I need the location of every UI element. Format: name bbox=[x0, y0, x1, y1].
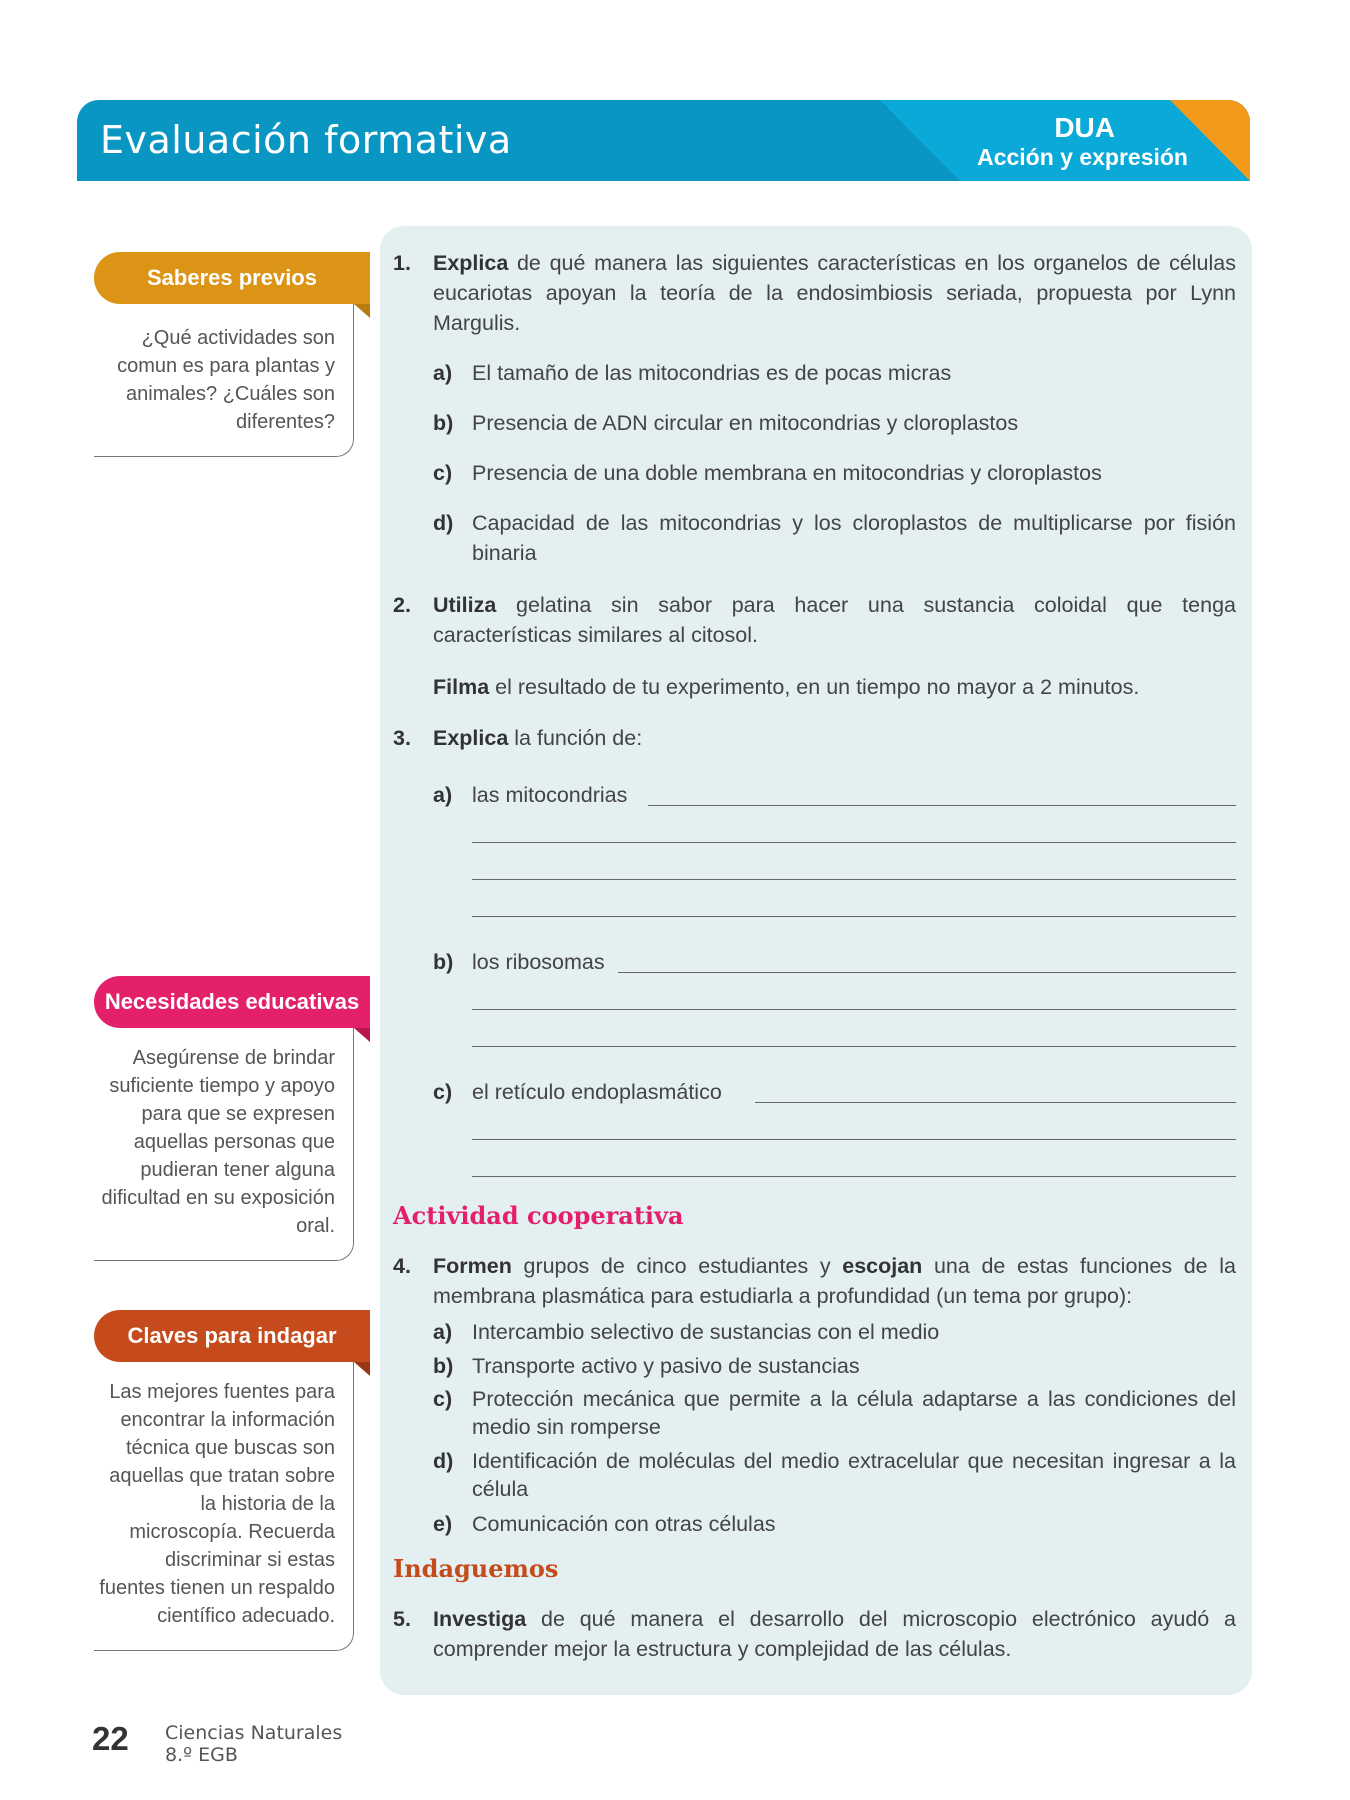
page-number: 22 bbox=[92, 1720, 129, 1757]
answer-line[interactable] bbox=[472, 1176, 1236, 1177]
item-text: los ribosomas bbox=[472, 950, 605, 974]
sidebar-necesidades-educativas bbox=[94, 976, 370, 1261]
question-verb: Explica bbox=[433, 726, 509, 750]
footer-grade: 8.º EGB bbox=[165, 1744, 238, 1766]
question-text: grupos de cinco estudiantes y bbox=[511, 1254, 843, 1278]
item-letter: a) bbox=[433, 783, 453, 807]
question-number: 3. bbox=[393, 726, 411, 750]
saberes-previos-tag: Saberes previos bbox=[94, 252, 370, 304]
sidebar-claves-para-indagar bbox=[94, 1310, 370, 1651]
question-text: de qué manera el desarrollo del microscopio electrónico ayudó a comprender mejor la estructura y complejidad de las células. bbox=[433, 1607, 1236, 1661]
q4-item-d bbox=[433, 1447, 1236, 1503]
item-letter: d) bbox=[433, 511, 454, 535]
header-band bbox=[77, 100, 1250, 181]
answer-line[interactable] bbox=[472, 1139, 1236, 1140]
claves-para-indagar-text: Las mejores fuentes para encontrar la información técnica que buscas son aquellas que tratan sobre la historia de la microscopía. Recuerda discriminar si estas fuentes tienen un respaldo científico adecuado. bbox=[94, 1362, 354, 1651]
question-verb: Filma bbox=[433, 675, 490, 699]
question-text: el resultado de tu experimento, en un tiempo no mayor a 2 minutos. bbox=[489, 675, 1140, 699]
saberes-previos-text: ¿Qué actividades son comun es para plantas y animales? ¿Cuáles son diferentes? bbox=[94, 304, 354, 457]
question-text: gelatina sin sabor para hacer una sustancia coloidal que tenga características similares al citosol. bbox=[433, 593, 1236, 647]
question-verb: Formen bbox=[433, 1254, 512, 1278]
item-letter: c) bbox=[433, 461, 453, 485]
question-number: 1. bbox=[393, 251, 411, 275]
answer-line[interactable] bbox=[755, 1102, 1236, 1103]
q4-item-e bbox=[433, 1509, 1236, 1539]
item-text: Protección mecánica que permite a la célula adaptarse a las condiciones del medio sin romperse bbox=[472, 1387, 1236, 1439]
item-letter: a) bbox=[433, 361, 453, 385]
item-letter: b) bbox=[433, 950, 454, 974]
page-title: Evaluación formativa bbox=[100, 118, 512, 162]
necesidades-educativas-tag: Necesidades educativas bbox=[94, 976, 370, 1028]
question-2-followup bbox=[393, 672, 1236, 702]
item-text: el retículo endoplasmático bbox=[472, 1080, 722, 1104]
dua-subtitle: Acción y expresión bbox=[977, 144, 1188, 170]
section-actividad-cooperativa: Actividad cooperativa bbox=[393, 1201, 684, 1230]
dua-label: DUA bbox=[1054, 112, 1115, 143]
item-text: Capacidad de las mitocondrias y los cloroplastos de multiplicarse por fisión binaria bbox=[472, 511, 1236, 565]
claves-para-indagar-tag: Claves para indagar bbox=[94, 1310, 370, 1362]
q1-item-a bbox=[433, 358, 1236, 388]
answer-line[interactable] bbox=[472, 1009, 1236, 1010]
answer-line[interactable] bbox=[472, 879, 1236, 880]
item-letter: c) bbox=[433, 1080, 453, 1104]
question-2 bbox=[393, 590, 1236, 650]
q1-item-d bbox=[433, 508, 1236, 568]
answer-line[interactable] bbox=[648, 805, 1236, 806]
item-letter: a) bbox=[433, 1320, 453, 1344]
item-letter: c) bbox=[433, 1387, 453, 1411]
item-text: Transporte activo y pasivo de sustancias bbox=[472, 1354, 860, 1378]
item-text: Comunicación con otras células bbox=[472, 1512, 776, 1536]
answer-line[interactable] bbox=[472, 842, 1236, 843]
answer-line[interactable] bbox=[472, 1046, 1236, 1047]
question-verb: Explica bbox=[433, 251, 509, 275]
q4-item-c bbox=[433, 1385, 1236, 1441]
sidebar-saberes-previos bbox=[94, 252, 370, 457]
answer-line[interactable] bbox=[618, 972, 1236, 973]
necesidades-educativas-text: Asegúrense de brindar suficiente tiempo y apoyo para que se expresen aquellas personas que pudieran tener alguna dificultad en su exposición oral. bbox=[94, 1028, 354, 1261]
item-letter: e) bbox=[433, 1512, 453, 1536]
item-text: las mitocondrias bbox=[472, 783, 628, 807]
question-verb: Investiga bbox=[433, 1607, 527, 1631]
footer-subject: Ciencias Naturales bbox=[165, 1722, 343, 1744]
question-verb-2: escojan bbox=[842, 1254, 923, 1278]
question-4 bbox=[393, 1251, 1236, 1311]
item-text: Identificación de moléculas del medio extracelular que necesitan ingresar a la célula bbox=[472, 1449, 1236, 1501]
item-text: El tamaño de las mitocondrias es de pocas micras bbox=[472, 361, 952, 385]
item-letter: b) bbox=[433, 411, 454, 435]
item-text: Presencia de ADN circular en mitocondrias y cloroplastos bbox=[472, 411, 1019, 435]
q1-item-b bbox=[433, 408, 1236, 438]
question-number: 4. bbox=[393, 1254, 411, 1278]
question-text: de qué manera las siguientes características en los organelos de células eucariotas apoyan la teoría de la endosimbiosis seriada, propuesta por Lynn Margulis. bbox=[433, 251, 1236, 335]
q4-item-b bbox=[433, 1351, 1236, 1381]
item-text: Presencia de una doble membrana en mitocondrias y cloroplastos bbox=[472, 461, 1102, 485]
question-text-2: una de estas funciones de la membrana plasmática para estudiarla a profundidad (un tema por grupo): bbox=[433, 1254, 1236, 1308]
question-5 bbox=[393, 1604, 1236, 1664]
question-number: 5. bbox=[393, 1607, 411, 1631]
q4-item-a bbox=[433, 1317, 1236, 1347]
section-indaguemos: Indaguemos bbox=[393, 1554, 559, 1583]
q1-item-c bbox=[433, 458, 1236, 488]
answer-line[interactable] bbox=[472, 916, 1236, 917]
question-1 bbox=[393, 248, 1236, 338]
item-letter: b) bbox=[433, 1354, 454, 1378]
question-text: la función de: bbox=[508, 726, 643, 750]
question-3 bbox=[393, 723, 1236, 753]
item-letter: d) bbox=[433, 1449, 454, 1473]
item-text: Intercambio selectivo de sustancias con el medio bbox=[472, 1320, 940, 1344]
question-verb: Utiliza bbox=[433, 593, 497, 617]
question-number: 2. bbox=[393, 593, 411, 617]
